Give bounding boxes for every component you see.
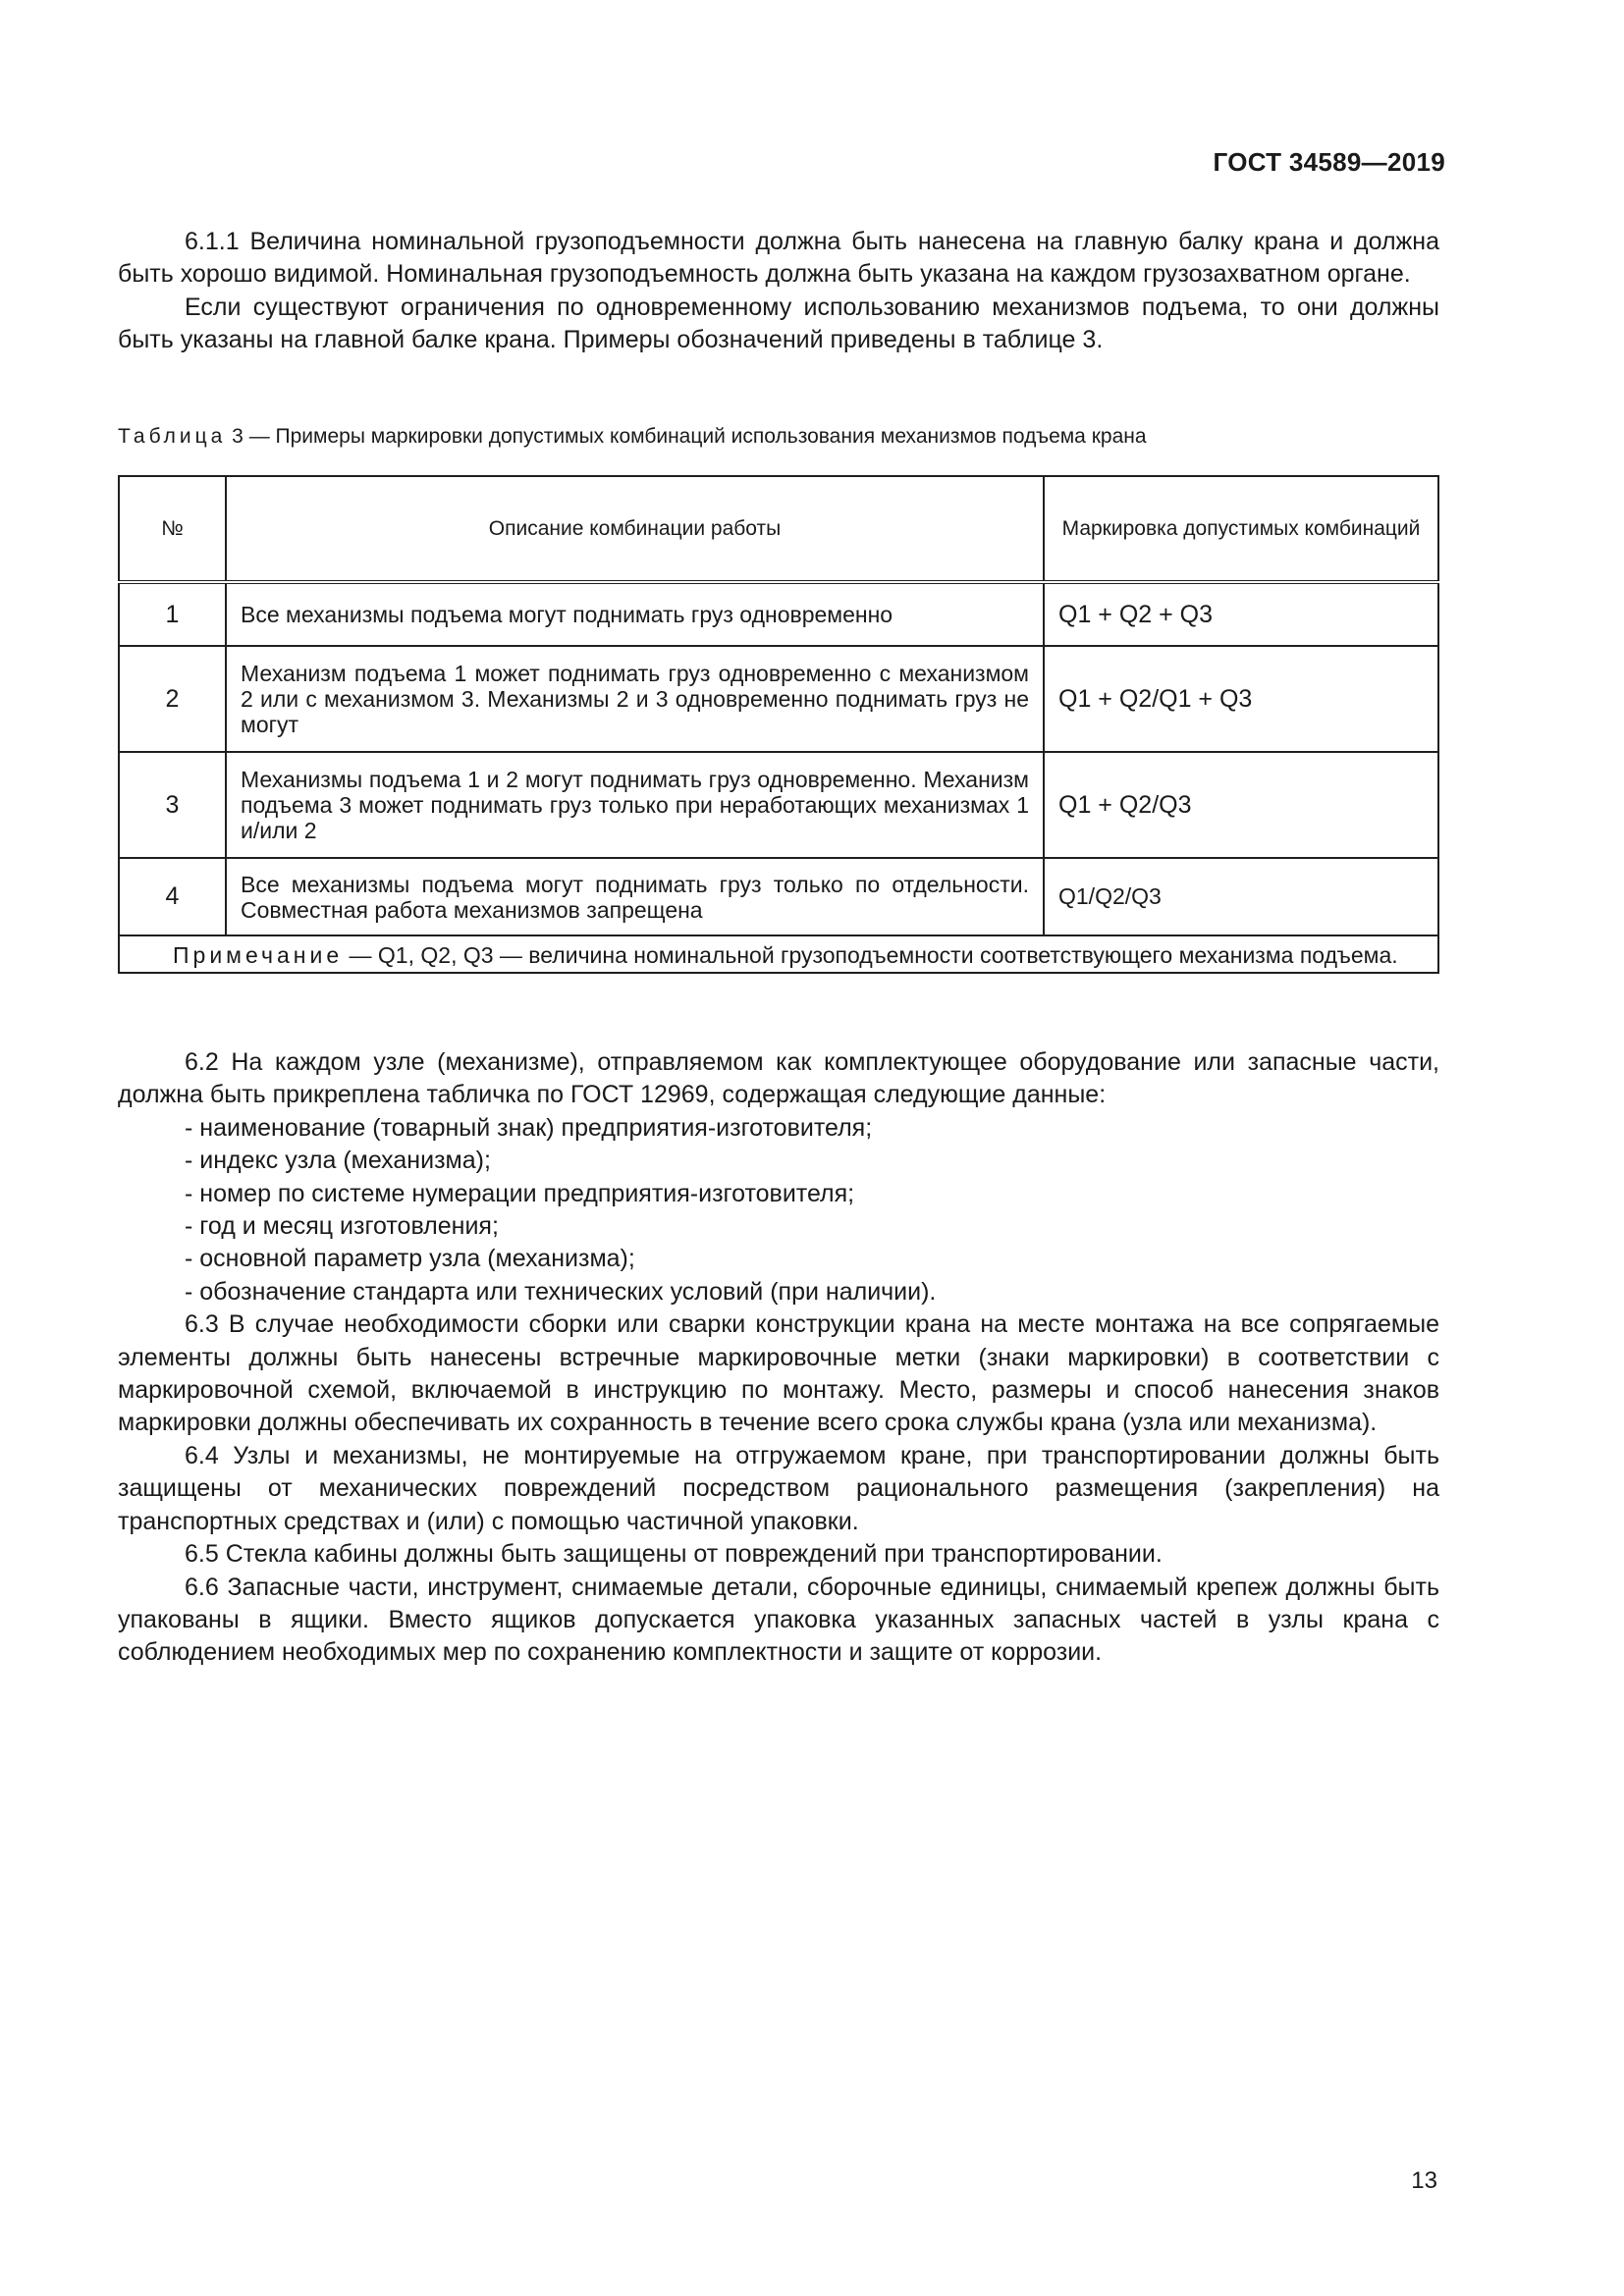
paragraph-6-6: 6.6 Запасные части, инструмент, снимаемые детали, сборочные единицы, снимаемый крепеж должны быть упакованы в ящики. Вместо ящиков допускается упаковка указанных запасных частей в узлы крана с соблюдением необходимых мер по сохранению комплектности и защите от коррозии. — [118, 1573, 1439, 1667]
table-caption-word: Таблица — [118, 425, 227, 448]
row-marking: Q1 + Q2 + Q3 — [1044, 582, 1438, 646]
list-item: - обозначение стандарта или технических условий (при наличии). — [185, 1277, 937, 1306]
page-number: 13 — [1411, 2167, 1437, 2194]
row-number: 1 — [119, 582, 226, 646]
table-row — [119, 582, 1438, 646]
row-marking: Q1 + Q2/Q1 + Q3 — [1044, 646, 1438, 752]
row-number: 4 — [119, 858, 226, 935]
table-header-row — [119, 476, 1438, 582]
row-number: 3 — [119, 752, 226, 858]
list-item: - номер по системе нумерации предприятия-изготовителя; — [185, 1179, 855, 1207]
table-note — [119, 935, 1438, 973]
list-item: - основной параметр узла (механизма); — [185, 1245, 635, 1273]
paragraph-6-4: 6.4 Узлы и механизмы, не монтируемые на отгружаемом кране, при транспортировании должны быть защищены от механических повреждений посредством рационального размещения (закрепления) на транспортных средствах и (или) с помощью частичной упаковки. — [118, 1441, 1439, 1535]
marking-combinations-table — [118, 475, 1439, 974]
intro-section — [118, 226, 1439, 357]
paragraph-limitations: Если существуют ограничения по одновременному использованию механизмов подъема, то они должны быть указаны на главной балке крана. Примеры обозначений приведены в таблице 3. — [118, 293, 1439, 354]
table-caption-text: 3 — Примеры маркировки допустимых комбинаций использования механизмов подъема крана — [226, 425, 1147, 448]
header-description: Описание комбинации работы — [226, 476, 1044, 582]
list-item: - индекс узла (механизма); — [185, 1147, 491, 1175]
row-number: 2 — [119, 646, 226, 752]
note-text: — Q1, Q2, Q3 — величина номинальной грузоподъемности соответствующего механизма подъема. — [343, 942, 1398, 968]
row-description: Все механизмы подъема могут поднимать груз только по отдельности. Совместная работа механизмов запрещена — [226, 858, 1044, 935]
table-row — [119, 752, 1438, 858]
row-description: Механизм подъема 1 может поднимать груз одновременно с механизмом 2 или с механизмом 3. Механизмы 2 и 3 одновременно поднимать груз не могут — [226, 646, 1044, 752]
paragraph-6-2: 6.2 На каждом узле (механизме), отправляемом как комплектующее оборудование или запасные части, должна быть прикреплена табличка по ГОСТ 12969, содержащая следующие данные: — [118, 1048, 1439, 1109]
paragraph-6-1-1: 6.1.1 Величина номинальной грузоподъемности должна быть нанесена на главную балку крана и должна быть хорошо видимой. Номинальная грузоподъемность должна быть указана на каждом грузозахватном органе. — [118, 228, 1439, 289]
list-item: - наименование (товарный знак) предприятия-изготовителя; — [185, 1113, 873, 1142]
list-item: - год и месяц изготовления; — [185, 1212, 499, 1241]
note-label: Примечание — [173, 942, 344, 968]
paragraph-6-5: 6.5 Стекла кабины должны быть защищены от повреждений при транспортировании. — [185, 1540, 1163, 1569]
row-description: Механизмы подъема 1 и 2 могут поднимать груз одновременно. Механизм подъема 3 может поднимать груз только при неработающих механизмах 1 и/или 2 — [226, 752, 1044, 858]
header-number: № — [119, 476, 226, 582]
table-row — [119, 858, 1438, 935]
row-marking: Q1/Q2/Q3 — [1044, 858, 1438, 935]
marking-requirements-section — [118, 1046, 1439, 1670]
table-caption — [118, 425, 1147, 449]
document-standard-header: ГОСТ 34589—2019 — [1213, 147, 1445, 177]
paragraph-6-3: 6.3 В случае необходимости сборки или сварки конструкции крана на месте монтажа на все сопрягаемые элементы должны быть нанесены встречные маркировочные метки (знаки маркировки) в соответствии с маркировочной схемой, включаемой в инструкцию по монтажу. Место, размеры и способ нанесения знаков маркировки должны обеспечивать их сохранность в течение всего срока службы крана (узла или механизма). — [118, 1310, 1439, 1437]
header-marking: Маркировка допустимых комбинаций — [1044, 476, 1438, 582]
row-marking: Q1 + Q2/Q3 — [1044, 752, 1438, 858]
table-row — [119, 646, 1438, 752]
row-description: Все механизмы подъема могут поднимать груз одновременно — [226, 582, 1044, 646]
table-note-row — [119, 935, 1438, 973]
